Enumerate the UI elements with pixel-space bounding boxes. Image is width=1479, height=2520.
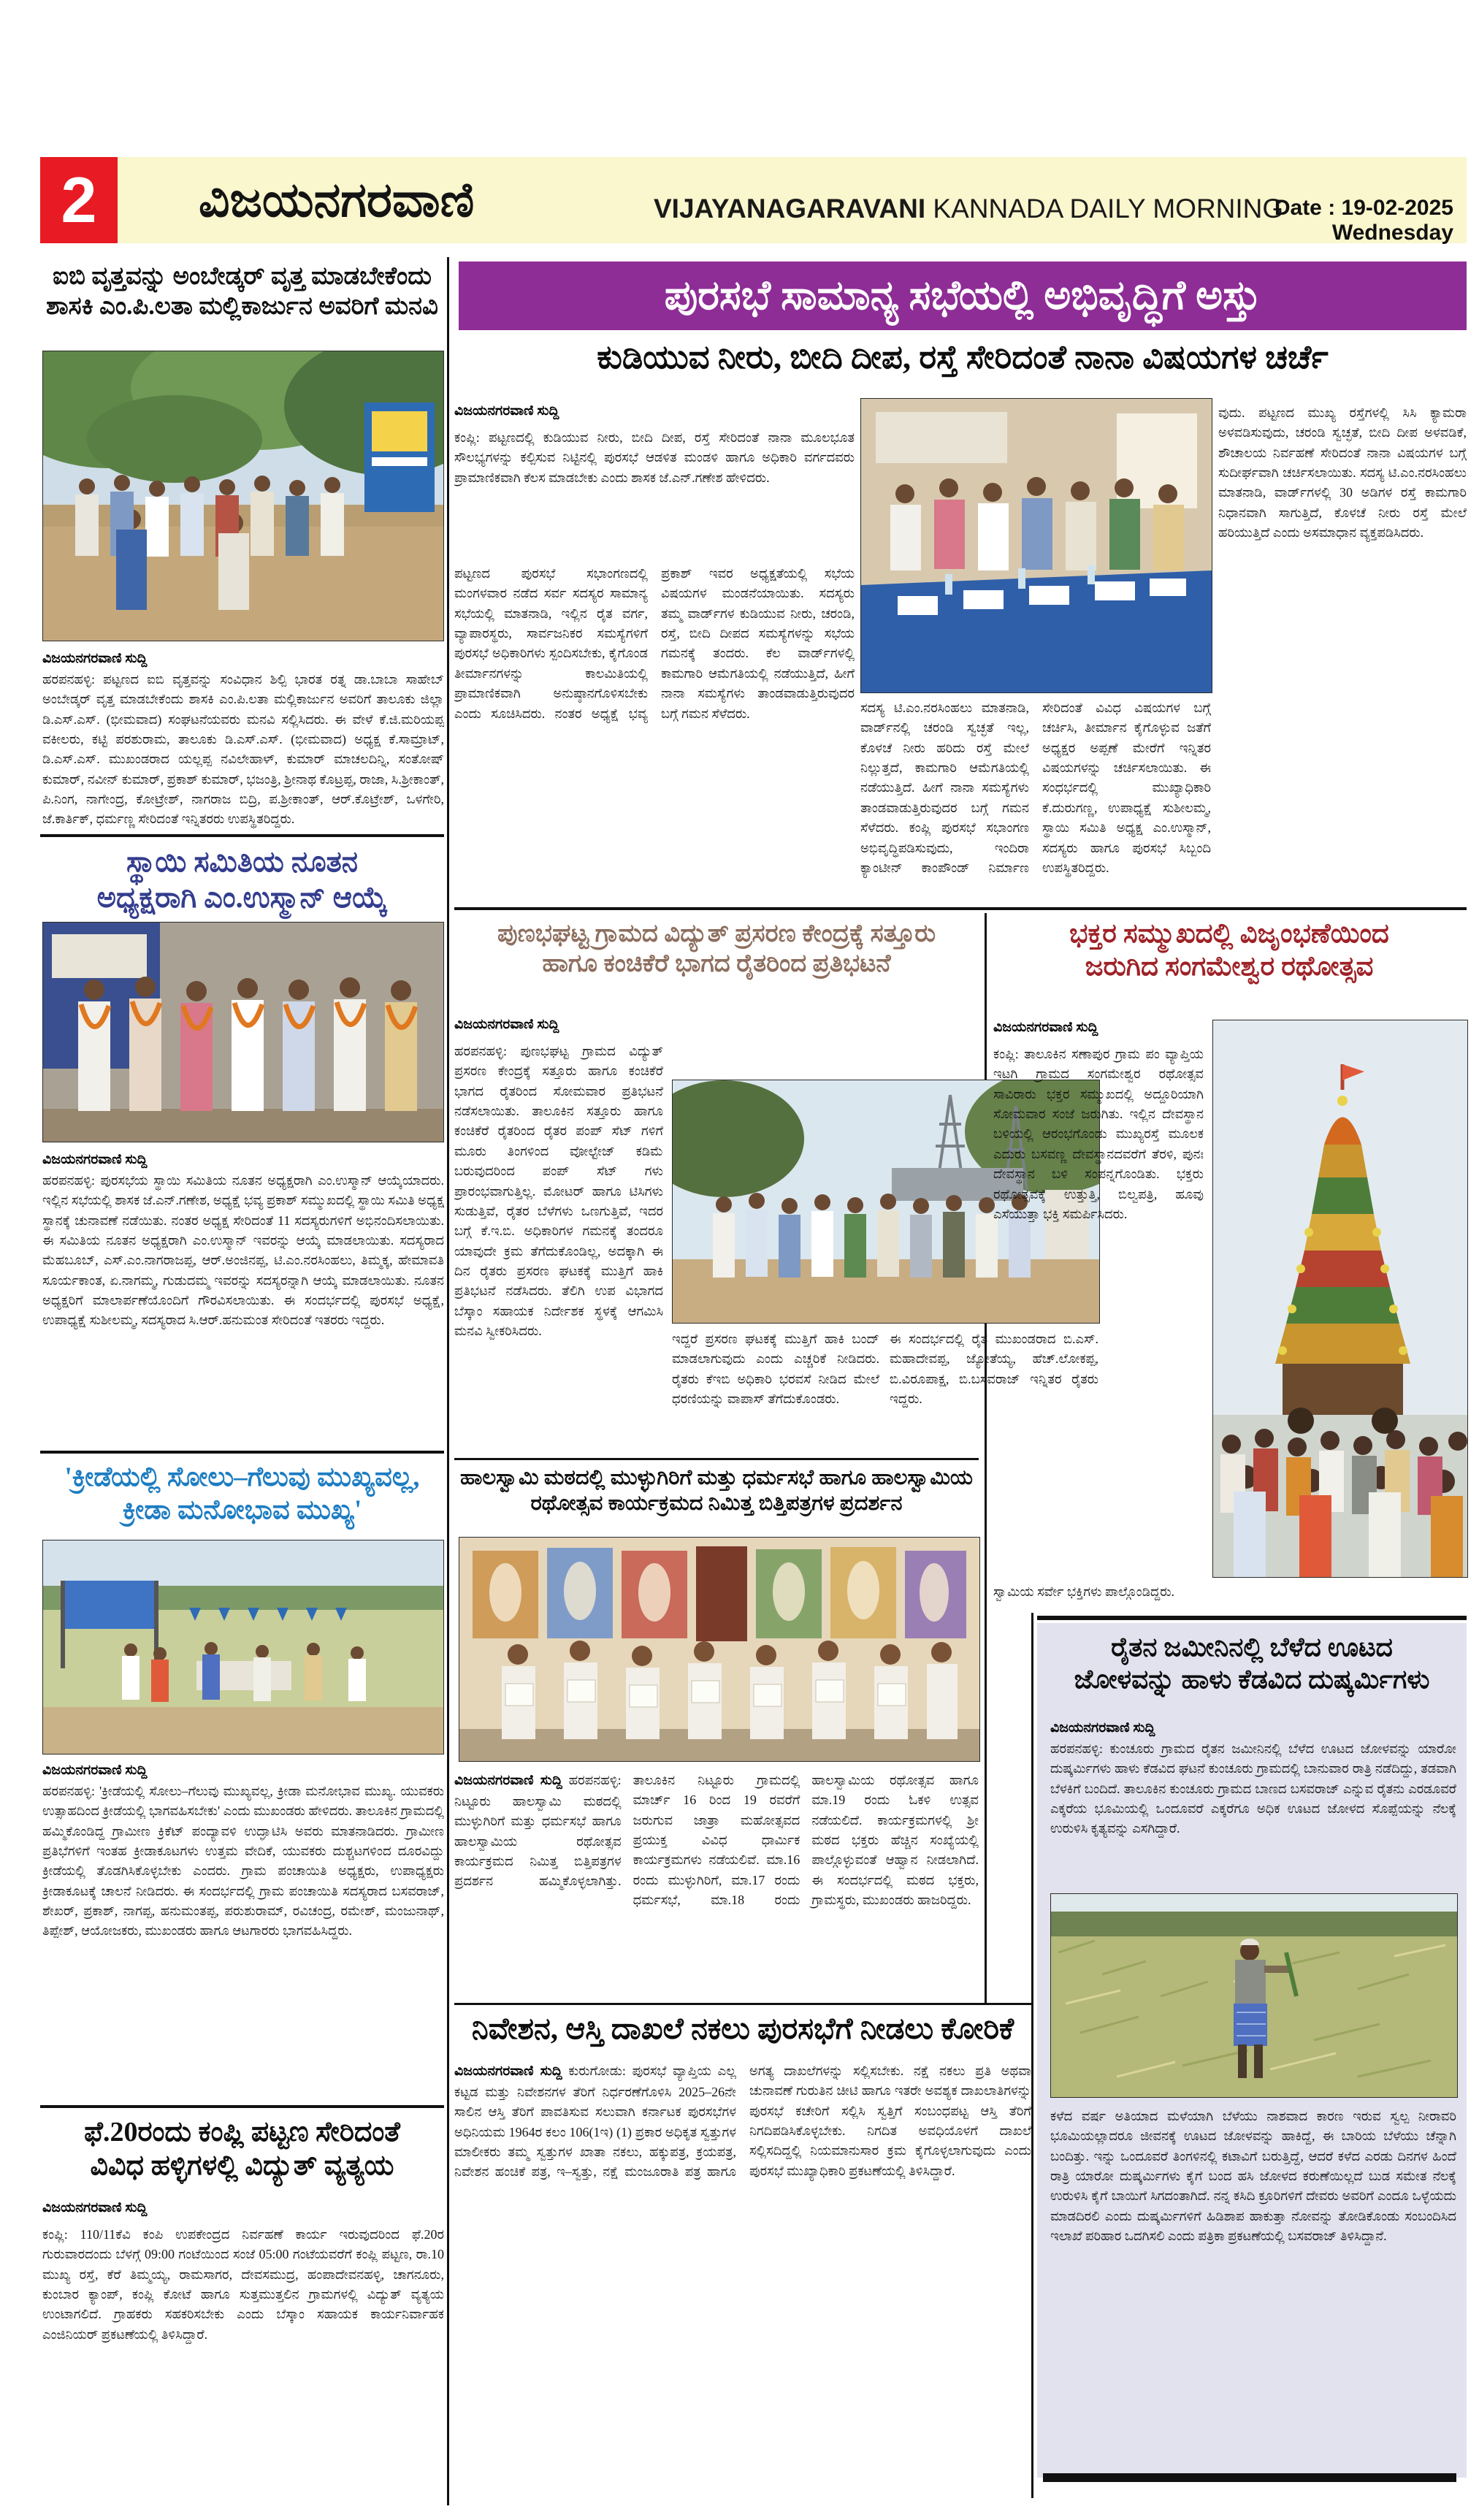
circle-article-headline bbox=[40, 261, 444, 322]
posters-article-body bbox=[454, 1771, 979, 1997]
main-article-columns: ಪಟ್ಟಣದ ಪುರಸಭೆ ಸಭಾಂಗಣದಲ್ಲಿ ಮಂಗಳವಾರ ನಡೆದ ಸರ್ವ ಸದಸ್ಯರ ಸಾಮಾನ್ಯ ಸಭೆಯಲ್ಲಿ ಮಾತನಾಡಿ, ಇಲ್ಲಿನ ರೈತ ವರ್ಗ, ವ್ಯಾಪಾರಸ್ಥರು, ಸಾರ್ವಜನಿಕರ ಸಮಸ್ಯೆಗಳಿಗೆ ಪುರಸಭೆ ಅಧಿಕಾರಿಗಳು ಸ್ಪಂದಿಸಬೇಕು, ಕೈಗೊಂಡ ತೀರ್ಮಾನಗಳನ್ನು ಕಾಲಮಿತಿಯಲ್ಲಿ ಪ್ರಾಮಾಣಿಕವಾಗಿ ಅನುಷ್ಠಾನಗೊಳಿಸಬೇಕು ಎಂದು ಸೂಚಿಸಿದರು. ನಂತರ ಅಧ್ಯಕ್ಷೆ ಭವ್ಯ ಪ್ರಕಾಶ್ ಇವರ ಅಧ್ಯಕ್ಷತೆಯಲ್ಲಿ ಸಭೆಯ ವಿಷಯಗಳ ಮಂಡನೆಯಾಯಿತು. ಸದಸ್ಯರು ತಮ್ಮ ವಾರ್ಡ್‌ಗಳ ಕುಡಿಯುವ ನೀರು, ಚರಂಡಿ, ರಸ್ತೆ, ಬೀದಿ ದೀಪದ ಸಮಸ್ಯೆಗಳನ್ನು ಸಭೆಯ ಗಮನಕ್ಕೆ ತಂದರು. ಕೆಲ ವಾರ್ಡ್‌ಗಳಲ್ಲಿ ಕಾಮಗಾರಿ ಆಮೆಗತಿಯಲ್ಲಿ ನಡೆಯುತ್ತಿದೆ, ಹೀಗೆ ನಾನಾ ಸಮಸ್ಯೆಗಳು ತಾಂಡವಾಡುತ್ತಿರುವುದರ ಬಗ್ಗೆ ಗಮನ ಸೆಳೆದರು. bbox=[454, 566, 855, 721]
divider bbox=[40, 2105, 444, 2108]
divider bbox=[40, 834, 444, 837]
power-cut-body: ಕಂಪ್ಲಿ: 110/11ಕೆವಿ ಕಂಪಿ ಉಪಕೇಂದ್ರದ ನಿರ್ವಹಣೆ ಕಾರ್ಯ ಇರುವುದರಿಂದ ಫೆ.20ರ ಗುರುವಾರದಂದು ಬೆಳಗ್ಗೆ 09:00 ಗಂಟೆಯಿಂದ ಸಂಜೆ 05:00 ಗಂಟೆಯವರೆಗೆ ಕಂಪ್ಲಿ ಪಟ್ಟಣ, ರಾ.10 ಮುಖ್ಯ ರಸ್ತೆ, ಕೆರೆ ತಿಮ್ಮಯ್ಯ, ರಾಮಸಾಗರ, ದೇವಸಮುದ್ರ, ಹಂಪಾದೇವನಹಳ್ಳಿ, ಚಾಗನೂರು, ಕುಂಬಾರ ಕ್ಯಾಂಪ್, ಕಂಪ್ಲಿ ಕೋಟೆ ಹಾಗೂ ಸುತ್ತಮುತ್ತಲಿನ ಗ್ರಾಮಗಳಲ್ಲಿ ವಿದ್ಯುತ್ ವ್ಯತ್ಯಯ ಉಂಟಾಗಲಿದೆ. ಗ್ರಾಹಕರು ಸಹಕರಿಸಬೇಕು ಎಂದು ಬೆಸ್ಕಾಂ ಸಹಾಯಕ ಕಾರ್ಯನಿರ್ವಾಹಕ ಎಂಜಿನಿಯರ್ ಪ್ರಕಟಣೆಯಲ್ಲಿ ತಿಳಿಸಿದ್ದಾರೆ. bbox=[42, 2227, 444, 2342]
sports-article-headline bbox=[40, 1461, 444, 1527]
crop-damage-body-top bbox=[1050, 1718, 1456, 1887]
headline-line: ಜೋಳವನ್ನು ಹಾಳು ಕೆಡವಿದ ದುಷ್ಕರ್ಮಿಗಳು bbox=[1074, 1664, 1430, 1694]
headline-line: ಜರುಗಿದ ಸಂಗಮೇಶ್ವರ ರಥೋತ್ಸವ bbox=[1085, 952, 1374, 982]
divider bbox=[454, 1458, 979, 1460]
protest-column-2: ಇದ್ದರೆ ಪ್ರಸರಣ ಘಟಕಕ್ಕೆ ಮುತ್ತಿಗೆ ಹಾಕಿ ಬಂದ್ ಮಾಡಲಾಗುವುದು ಎಂದು ಎಚ್ಚರಿಕೆ ನೀಡಿದರು. ರೈತರು ಕೆಇಬಿ ಅಧಿಕಾರಿ ಭರವಸೆ ನೀಡಿದ ಮೇಲೆ ಧರಣಿಯನ್ನು ವಾಪಾಸ್ ತೆಗೆದುಕೊಂಡರು. bbox=[672, 1332, 879, 1407]
crop-damage-body-bottom bbox=[1050, 2107, 1456, 2469]
divider bbox=[40, 1451, 444, 1454]
headline-line: ಹಾಲಸ್ವಾಮಿ ಮಠದಲ್ಲಿ ಮುಳ್ಳುಗಿರಿಗೆ ಮತ್ತು ಧರ್ಮಸಭೆ ಹಾಗೂ ಹಾಲಸ್ವಾಮಿಯ bbox=[460, 1466, 973, 1489]
masthead-tagline: KANNADA DAILY MORNING bbox=[925, 194, 1284, 224]
headline-line: ಅಧ್ಯಕ್ಷರಾಗಿ ಎಂ.ಉಸ್ಮಾನ್ ಆಯ್ಕೆ bbox=[96, 880, 388, 914]
headline-line: ಭಕ್ತರ ಸಮ್ಮುಖದಲ್ಲಿ ವಿಜೃಂಭಣೆಯಿಂದ bbox=[1069, 919, 1389, 949]
news-dateline: ವಿಜಯನಗರವಾಣಿ ಸುದ್ದಿ bbox=[454, 1773, 562, 1788]
headline-line: ರೈತನ ಜಮೀನಿನಲ್ಲಿ ಬೆಳೆದ ಊಟದ bbox=[1111, 1633, 1393, 1662]
protest-column-3: ಈ ಸಂದರ್ಭದಲ್ಲಿ ರೈತ ಮುಖಂಡರಾದ ಬಿ.ಎಸ್. ಮಹಾದೇವಪ್ಪ, ಜ್ಯೋತೆಯ್ಯ, ಹೆಚ್.ಲೋಕಪ್ಪ, ಬಿ.ವಿರೂಪಾಕ್ಷ, ಬಿ.ಬಸವರಾಜ್ ಇನ್ನಿತರ ರೈತರು ಇದ್ದರು. bbox=[890, 1332, 1098, 1407]
protest-left-column: ಹರಪನಹಳ್ಳಿ: ಪುಣಭಘಟ್ಟ ಗ್ರಾಮದ ವಿದ್ಯುತ್ ಪ್ರಸರಣ ಕೇಂದ್ರಕ್ಕೆ ಸತ್ತೂರು ಹಾಗೂ ಕಂಚಿಕೆರೆ ಭಾಗದ ರೈತರಿಂದ ಸೋಮವಾರ ಪ್ರತಿಭಟನೆ ನಡೆಸಲಾಯಿತು. ತಾಲೂಕಿನ ಸತ್ತೂರು ಹಾಗೂ ಕಂಚಿಕೆರೆ ರೈತರಿಂದ ರೈತರ ಪಂಪ್ ಸೆಟ್ ಗಳಿಗೆ ಮೂರು ತಿಂಗಳಿಂದ ವೋಲ್ಟೇಜ್ ಕಡಿಮೆ ಬರುವುದರಿಂದ ಪಂಪ್ ಸೆಟ್ ಗಳು ಪ್ರಾರಂಭವಾಗುತ್ತಿಲ್ಲ. ಮೋಟರ್ ಹಾಗೂ ಟಿಸಿಗಳು ಸುಡುತ್ತಿವೆ, ರೈತರ ಬೆಳೆಗಳು ಒಣಗುತ್ತಿವೆ, ಇದರ ಬಗ್ಗೆ ಕೆ.ಇ.ಬಿ. ಅಧಿಕಾರಿಗಳ ಗಮನಕ್ಕೆ ತಂದರೂ ಯಾವುದೇ ಕ್ರಮ ತೆಗೆದುಕೊಂಡಿಲ್ಲ, ಅದಕ್ಕಾಗಿ ಈ ದಿನ ರೈತರು ಪ್ರಸರಣ ಘಟಕಕ್ಕೆ ಮುತ್ತಿಗೆ ಹಾಕಿ ಪ್ರತಿಭಟನೆ ನಡೆಸಿದರು. ತೆಲಿಗಿ ಉಪ ವಿಭಾಗದ ಬೆಸ್ಕಾಂ ಸಹಾಯಕ ನಿರ್ದೇಶಕ ಸ್ಥಳಕ್ಕೆ ಆಗಮಿಸಿ ಮನವಿ ಸ್ವೀಕರಿಸಿದರು. bbox=[454, 1044, 663, 1339]
divider bbox=[454, 2003, 1031, 2005]
chariot-article-headline bbox=[993, 917, 1465, 983]
body-paragraph: ಹರಪನಹಳ್ಳಿ: ನಿಟ್ಟೂರು ಹಾಲಸ್ವಾಮಿ ಮಠದಲ್ಲಿ ಮುಳ್ಳುಗಿರಿಗೆ ಮತ್ತು ಧರ್ಮಸಭೆ ಹಾಗೂ ಹಾಲಸ್ವಾಮಿಯ ರಥೋತ್ಸವ ಕಾರ್ಯಕ್ರಮದ ನಿಮಿತ್ತ ಬಿತ್ತಿಪತ್ರಗಳ ಪ್ರದರ್ಶನ ಹಮ್ಮಿಕೊಳ್ಳಲಾಗಿತ್ತು. ತಾಲೂಕಿನ ನಿಟ್ಟೂರು ಗ್ರಾಮದಲ್ಲಿ ಮಾರ್ಚ್ 16 ರಿಂದ 19 ರವರೆಗೆ ಜರುಗುವ ಜಾತ್ರಾ ಮಹೋತ್ಸವದ ಪ್ರಯುಕ್ತ ವಿವಿಧ ಧಾರ್ಮಿಕ ಕಾರ್ಯಕ್ರಮಗಳು ನಡೆಯಲಿವೆ. ಮಾ.16 ರಂದು ಮುಳ್ಳುಗಿರಿಗೆ, ಮಾ.17 ರಂದು ಧರ್ಮಸಭೆ, ಮಾ.18 ರಂದು ಹಾಲಸ್ವಾಮಿಯ ರಥೋತ್ಸವ ಹಾಗೂ ಮಾ.19 ರಂದು ಓಕಳಿ ಉತ್ಸವ ನಡೆಯಲಿದೆ. ಕಾರ್ಯಕ್ರಮಗಳಲ್ಲಿ ಶ್ರೀ ಮಠದ ಭಕ್ತರು ಹೆಚ್ಚಿನ ಸಂಖ್ಯೆಯಲ್ಲಿ ಪಾಲ್ಗೊಳ್ಳುವಂತೆ ಆಹ್ವಾನ ನೀಡಲಾಗಿದೆ. ಈ ಸಂದರ್ಭದಲ್ಲಿ ಮಠದ ಭಕ್ತರು, ಗ್ರಾಮಸ್ಥರು, ಮುಖಂಡರು ಹಾಜರಿದ್ದರು. bbox=[454, 1773, 979, 1908]
body-paragraph: ಹರಪನಹಳ್ಳಿ: 'ಕ್ರೀಡೆಯಲ್ಲಿ ಸೋಲು–ಗೆಲುವು ಮುಖ್ಯವಲ್ಲ, ಕ್ರೀಡಾ ಮನೋಭಾವ ಮುಖ್ಯ. ಯುವಕರು ಉತ್ಸಾಹದಿಂದ ಕ್ರೀಡೆಯಲ್ಲಿ ಭಾಗವಹಿಸಬೇಕು' ಎಂದು ಮುಖಂಡರು ಹೇಳಿದರು. ತಾಲೂಕಿನ ಗ್ರಾಮದಲ್ಲಿ ಹಮ್ಮಿಕೊಂಡಿದ್ದ ಗ್ರಾಮೀಣ ಕ್ರಿಕೆಟ್ ಪಂದ್ಯಾವಳಿ ಉದ್ಘಾಟಿಸಿ ಅವರು ಮಾತನಾಡಿದರು. ಗ್ರಾಮೀಣ ಪ್ರತಿಭೆಗಳಿಗೆ ಇಂತಹ ಕ್ರೀಡಾಕೂಟಗಳು ಉತ್ತಮ ವೇದಿಕೆ, ಯುವಕರು ದುಶ್ಚಟಗಳಿಂದ ದೂರವಿದ್ದು ಕ್ರೀಡೆಯಲ್ಲಿ ತೊಡಗಿಸಿಕೊಳ್ಳಬೇಕು ಎಂದರು. ಗ್ರಾಮ ಪಂಚಾಯಿತಿ ಅಧ್ಯಕ್ಷರು, ಉಪಾಧ್ಯಕ್ಷರು ಕ್ರೀಡಾಕೂಟಕ್ಕೆ ಚಾಲನೆ ನೀಡಿದರು. ಈ ಸಂದರ್ಭದಲ್ಲಿ ಗ್ರಾಮ ಪಂಚಾಯಿತಿ ಸದಸ್ಯರಾದ ಬಸವರಾಜ್, ಶೇಖರ್, ಪ್ರಕಾಶ್, ನಾಗಪ್ಪ, ಹನುಮಂತಪ್ಪ, ಪರುಶುರಾಮ್, ರವಿಚಂದ್ರ, ರಮೇಶ್, ಮಂಜುನಾಥ್, ತಿಪ್ಪೇಶ್, ಆಯೋಜಕರು, ಮುಖಂಡರು ಹಾಗೂ ಆಟಗಾರರು ಭಾಗವಹಿಸಿದ್ದರು. bbox=[42, 1783, 444, 1939]
power-cut-headline bbox=[40, 2115, 444, 2183]
news-dateline: ವಿಜಯನಗರವಾಣಿ ಸುದ್ದಿ bbox=[993, 1020, 1098, 1035]
main-article-right-column: ವುದು. ಪಟ್ಟಣದ ಮುಖ್ಯ ರಸ್ತೆಗಳಲ್ಲಿ ಸಿಸಿ ಕ್ಯಾಮರಾ ಅಳವಡಿಸುವುದು, ಚರಂಡಿ ಸ್ವಚ್ಛತೆ, ಬೀದಿ ದೀಪ ಅಳವಡಿಕೆ, ಶೌಚಾಲಯ ನಿರ್ವಹಣೆ ಸೇರಿದಂತೆ ನಾನಾ ವಿಷಯಗಳ ಬಗ್ಗೆ ಸುದೀರ್ಘವಾಗಿ ಚರ್ಚಿಸಲಾಯಿತು. ಸದಸ್ಯ ಟಿ.ಎಂ.ನರಸಿಂಹಲು ಮಾತನಾಡಿ, ವಾರ್ಡ್‌ಗಳಲ್ಲಿ 30 ಅಡಿಗಳ ರಸ್ತೆ ಕಾಮಗಾರಿ ನಿಧಾನವಾಗಿ ಸಾಗುತ್ತಿದೆ, ಕೊಳಚೆ ನೀರು ರಸ್ತೆ ಮೇಲೆ ಹರಿಯುತ್ತಿದೆ ಎಂದು ಅಸಮಾಧಾನ ವ್ಯಕ್ತಪಡಿಸಿದರು. bbox=[1218, 405, 1467, 541]
news-dateline: ವಿಜಯನಗರವಾಣಿ ಸುದ್ದಿ bbox=[42, 2200, 148, 2215]
garlanded-group-photo bbox=[42, 922, 444, 1142]
body-paragraph: ಹರಪನಹಳ್ಳಿ: ಪಟ್ಟಣದ ಐಬಿ ವೃತ್ತವನ್ನು ಸಂವಿಧಾನ ಶಿಲ್ಪಿ ಭಾರತ ರತ್ನ ಡಾ.ಬಾಬಾ ಸಾಹೇಬ್ ಅಂಬೇಡ್ಕರ್ ವೃತ್ತ ಮಾಡಬೇಕೆಂದು ಶಾಸಕಿ ಎಂ.ಪಿ.ಲತಾ ಮಲ್ಲಿಕಾರ್ಜುನ ಅವರಿಗೆ ತಾಲೂಕು ಜಿಲ್ಲಾ ಡಿ.ಎಸ್.ಎಸ್. (ಭೀಮವಾದ) ಸಂಘಟನೆಯವರು ಮನವಿ ಸಲ್ಲಿಸಿದರು. bbox=[42, 671, 444, 727]
headline-line: ಫೆ.20ರಂದು ಕಂಪ್ಲಿ ಪಟ್ಟಣ ಸೇರಿದಂತೆ bbox=[84, 2117, 400, 2147]
news-dateline: ವಿಜಯನಗರವಾಣಿ ಸುದ್ದಿ bbox=[42, 1763, 148, 1778]
sports-article-body bbox=[42, 1760, 444, 2098]
posters-display-photo bbox=[459, 1537, 980, 1762]
sports-ground-photo bbox=[42, 1540, 444, 1755]
main-headline: ಪುರಸಭೆ ಸಾಮಾನ್ಯ ಸಭೆಯಲ್ಲಿ ಅಭಿವೃದ್ಧಿಗೆ ಅಸ್ತು bbox=[664, 272, 1261, 318]
news-dateline: ವಿಜಯನಗರವಾಣಿ ಸುದ್ದಿ bbox=[42, 1152, 148, 1167]
headline-line: ವಿವಿಧ ಹಳ್ಳಿಗಳಲ್ಲಿ ವಿದ್ಯುತ್ ವ್ಯತ್ಯಯ bbox=[90, 2150, 394, 2182]
standing-committee-headline bbox=[40, 844, 444, 916]
divider bbox=[454, 907, 1467, 910]
protest-article-headline bbox=[454, 919, 979, 980]
divider bbox=[1037, 1616, 1467, 1620]
page-number-box bbox=[40, 157, 118, 243]
body-paragraph: ನಕ್ಷೆ ನಕಲು ಪ್ರತಿ ಅಥವಾ ಚುನಾವಣೆ ಗುರುತಿನ ಚೀಟಿ ಹಾಗೂ ಇತರೇ ಅವಶ್ಯಕ ದಾಖಲಾತಿಗಳನ್ನು ಪುರಸಭೆ ಕಚೇರಿಗೆ ಸಲ್ಲಿಸಿ ಸ್ವತ್ತಿಗೆ ಸಂಬಂಧಪಟ್ಟ ಆಸ್ತಿ ತೆರಿಗೆ ನಿಗದಿಪಡಿಸಿಕೊಳ್ಳಬೇಕು. ನಿಗದಿತ ಅವಧಿಯೊಳಗೆ ದಾಖಲೆ ಸಲ್ಲಿಸದಿದ್ದಲ್ಲಿ ನಿಯಮಾನುಸಾರ ಕ್ರಮ ಕೈಗೊಳ್ಳಲಾಗುವುದು ಎಂದು ಪುರಸಭೆ ಮುಖ್ಯಾಧಿಕಾರಿ ಪ್ರಕಟಣೆಯಲ್ಲಿ ತಿಳಿಸಿದ್ದಾರೆ. bbox=[749, 2063, 1031, 2178]
main-article-lead: ಕಂಪ್ಲಿ: ಪಟ್ಟಣದಲ್ಲಿ ಕುಡಿಯುವ ನೀರು, ಬೀದಿ ದೀಪ, ರಸ್ತೆ ಸೇರಿದಂತೆ ನಾನಾ ಮೂಲಭೂತ ಸೌಲಭ್ಯಗಳನ್ನು ಕಲ್ಪಿಸುವ ನಿಟ್ಟಿನಲ್ಲಿ ಪುರಸಭೆ ಆಡಳಿತ ಮಂಡಳಿ ಹಾಗೂ ಅಧಿಕಾರಿ ವರ್ಗದವರು ಪ್ರಾಮಾಣಿಕವಾಗಿ ಕೆಲಸ ಮಾಡಬೇಕು ಎಂದು ಶಾಸಕ ಜೆ.ಎನ್.ಗಣೇಶ ಹೇಳಿದರು. bbox=[454, 430, 855, 485]
chariot-left-column: ಕಂಪ್ಲಿ: ತಾಲೂಕಿನ ಸಣಾಪುರ ಗ್ರಾಮ ಪಂ ವ್ಯಾಪ್ತಿಯ ಇಟಗಿ ಗ್ರಾಮದ ಸಂಗಮೇಶ್ವರ ರಥೋತ್ಸವ ಸಾವಿರಾರು ಭಕ್ತರ ಸಮ್ಮುಖದಲ್ಲಿ ಅದ್ದೂರಿಯಾಗಿ ಸೋಮವಾರ ಸಂಜೆ ಜರುಗಿತು. ಇಲ್ಲಿನ ದೇವಸ್ಥಾನ ಬಳಿಯಲ್ಲಿ ಆರಂಭಗೊಂಡು ಮುಖ್ಯರಸ್ತೆ ಮೂಲಕ ಎದುರು ಬಸವಣ್ಣ ದೇವಸ್ಥಾನದವರೆಗೆ ತೆರಳಿ, ಪುನಃ ದೇವಸ್ಥಾನ ಬಳಿ ಸಂಪನ್ನಗೊಂಡಿತು. ಭಕ್ತರು ರಥೋತ್ಸವಕ್ಕೆ ಉತ್ತುತ್ತಿ, ಬಿಲ್ವಪತ್ರಿ, ಹೂವು ಎಸೆಯುತ್ತಾ ಭಕ್ತಿ ಸಮರ್ಪಿಸಿದರು. bbox=[993, 1047, 1204, 1221]
body-paragraph: ತಾಲೂಕಿನ ಕುಂಚೂರು ಗ್ರಾಮದ ಬಾಣದ ಬಸವರಾಜ್ ಎನ್ನುವ ರೈತನು ಎರಡೂವರೆ ಎಕ್ಕರೆಯ ಭೂಮಿಯಲ್ಲಿ ಒಂದೂವರೆ ಎಕ್ಕರೆಗೂ ಅಧಿಕ ಊಟದ ಜೋಳದ ಸೊಪ್ಪೆಯನ್ನು ನೆಲಕ್ಕೆ ಉರುಳಿಸಿ ಕೃತ್ಯವನ್ನು ಎಸಗಿದ್ದಾರೆ. bbox=[1050, 1781, 1456, 1836]
news-dateline: ವಿಜಯನಗರವಾಣಿ ಸುದ್ದಿ bbox=[1050, 1720, 1155, 1736]
body-paragraph: ಹರಪನಹಳ್ಳಿ: ಪುರಸಭೆಯ ಸ್ಥಾಯಿ ಸಮಿತಿಯ ನೂತನ ಅಧ್ಯಕ್ಷರಾಗಿ ಎಂ.ಉಸ್ಮಾನ್ ಆಯ್ಕೆಯಾದರು. ಇಲ್ಲಿನ ಸಭೆಯಲ್ಲಿ ಶಾಸಕ ಜೆ.ಎನ್.ಗಣೇಶ, ಅಧ್ಯಕ್ಷೆ ಭವ್ಯ ಪ್ರಕಾಶ್ ಸಮ್ಮುಖದಲ್ಲಿ ಸ್ಥಾಯಿ ಸಮಿತಿ ಅಧ್ಯಕ್ಷ ಸ್ಥಾನಕ್ಕೆ ಚುನಾವಣೆ ನಡೆಯಿತು. ನಂತರ ಅಧ್ಯಕ್ಷ ಸೇರಿದಂತೆ 11 ಸದಸ್ಯರುಗಳಿಗೆ ಅಭಿನಂದಿಸಲಾಯಿತು. ಈ ಸಮಿತಿಯ ನೂತನ ಅಧ್ಯಕ್ಷರಾಗಿ ಎಂ.ಉಸ್ಮಾನ್ ಇವರನ್ನು ಆಯ್ಕೆ ಮಾಡಲಾಯಿತು. ಸದಸ್ಯರಾದ ಮೆಹಬೂಬ್, ಎಸ್.ಎಂ.ನಾಗರಾಜಪ್ಪ, ಆರ್.ಅಂಜಿನಪ್ಪ, ಟಿ.ಎಂ.ನರಸಿಂಹಲು, ತಿಮ್ಮಕ್ಕ, ಹೇಮಾವತಿ ಸೂರ್ಯಕಾಂತ, ಏ.ನಾಗಮ್ಮ, ಗುಡುದಮ್ಮ ಇವರನ್ನು ಸದಸ್ಯರನ್ನಾಗಿ ಆಯ್ಕೆ ಮಾಡಲಾಯಿತು. ನೂತನ ಅಧ್ಯಕ್ಷರಿಗೆ ಮಾಲಾರ್ಪಣೆಯೊಂದಿಗೆ ಗೌರವಿಸಲಾಯಿತು. ಈ ಸಂದರ್ಭದಲ್ಲಿ ಪುರಸಭೆ ಅಧ್ಯಕ್ಷೆ, ಉಪಾಧ್ಯಕ್ಷೆ ಸುಶೀಲಮ್ಮ, ಸದಸ್ಯರಾದ ಸಿ.ಆರ್.ಹನುಮಂತ ಸೇರಿದಂತೆ ಇತರರು ಇದ್ದರು. bbox=[42, 1172, 444, 1328]
divider bbox=[447, 257, 449, 2505]
news-dateline: ವಿಜಯನಗರವಾಣಿ ಸುದ್ದಿ bbox=[454, 403, 559, 419]
posters-article-headline bbox=[454, 1465, 979, 1517]
body-paragraph: ಈ ವೇಳೆ ಕೆ.ಜಿ.ಮರಿಯಪ್ಪ ವಕೀಲರು, ಕಟ್ಟಿ ಪರಶುರಾಮ, ತಾಲೂಕು ಡಿ.ಎಸ್.ಎಸ್. (ಭೀಮವಾದ) ಅಧ್ಯಕ್ಷ ಕೆ.ಸಾಮ್ರಾಟ್, ಡಿ.ಎಸ್.ಎಸ್. ಮುಖಂಡರಾದ ಯಲ್ಲಪ್ಪ ನವಿಲೇಹಾಳ್, ಕುಮಾರ್ ಮಾಚಲದಿನ್ನಿ, ಸಂತೋಷ್ ಕುಮಾರ್, ನವೀನ್ ಕುಮಾರ್, ಪ್ರಕಾಶ್ ಕುಮಾರ್, ಭಜಂತ್ರಿ, ಶ್ರೀನಾಥ ಕೊಟ್ರಪ್ಪ, ರಾಜಾ, ಸಿ.ಶ್ರೀಕಾಂತ್, ಪಿ.ನಿಂಗ, ನಾಗೇಂದ್ರ, ಕೋಟ್ರೇಶ್, ನಾಗರಾಜ ಬಿದ್ರಿ, ಪ.ಶ್ರೀಕಾಂತ್, ಆರ್.ಕೊಟ್ರೇಶ್, ಒಳಗೇರಿ, ಜೆ.ಕಾರ್ತಿಕ್, ಧರ್ಮಣ್ಣ ಸೇರಿದಂತೆ ಇನ್ನಿತರರು ಉಪಸ್ಥಿತರಿದ್ದರು. bbox=[42, 711, 444, 827]
headline-line: ಹಾಗೂ ಕಂಚಿಕೆರೆ ಭಾಗದ ರೈತರಿಂದ ಪ್ರತಿಭಟನೆ bbox=[542, 950, 891, 978]
headline-line: ಕ್ರೀಡಾ ಮನೋಭಾವ ಮುಖ್ಯ' bbox=[122, 1495, 362, 1526]
council-meeting-photo bbox=[860, 398, 1212, 693]
headline-line: ಐಬಿ ವೃತ್ತವನ್ನು ಅಂಬೇಡ್ಕರ್ ವೃತ್ತ ಮಾಡಬೇಕೆಂದು bbox=[52, 263, 432, 290]
crop-damage-headline bbox=[1043, 1632, 1461, 1696]
body-paragraph: ಕುರುಗೋಡು: ಪುರಸಭೆ ವ್ಯಾಪ್ತಿಯ ಎಲ್ಲ ಕಟ್ಟಡ ಮತ್ತು ನಿವೇಶನಗಳ ತೆರಿಗೆ ನಿರ್ಧರಣೆಗೊಳಿಸಿ 2025–26ನೇ ಸಾಲಿನ ಆಸ್ತಿ ತೆರಿಗೆ ಪಾವತಿಸುವ ಸಲುವಾಗಿ ಕರ್ನಾಟಕ ಪುರಸಭೆಗಳ ಅಧಿನಿಯಮ 1964ರ ಕಲಂ 106(1ಇ) (1) ಪ್ರಕಾರ ಅಧಿಕೃತ ಸ್ವತ್ತುಗಳ ಮಾಲೀಕರು ತಮ್ಮ ಸ್ವತ್ತುಗಳ ಖಾತಾ ನಕಲು, ಹಕ್ಕುಪತ್ರ, ಕ್ರಯಪತ್ರ, ನಿವೇಶನ ಹಂಚಿಕೆ ಪತ್ರ, ಇ–ಸ್ವತ್ತು, ನಕ್ಷೆ ಮಂಜೂರಾತಿ ಪತ್ರ ಹಾಗೂ ಅಗತ್ಯ ದಾಖಲೆಗಳನ್ನು ಸಲ್ಲಿಸಬೇಕು. bbox=[454, 2063, 914, 2180]
news-dateline: ವಿಜಯನಗರವಾಣಿ ಸುದ್ದಿ bbox=[454, 1017, 559, 1032]
headline-line: 'ಕ್ರೀಡೆಯಲ್ಲಿ ಸೋಲು–ಗೆಲುವು ಮುಖ್ಯವಲ್ಲ, bbox=[64, 1462, 420, 1492]
page-number: 2 bbox=[61, 164, 97, 236]
headline-line: ಶಾಸಕಿ ಎಂ.ಪಿ.ಲತಾ ಮಲ್ಲಿಕಾರ್ಜುನ ಅವರಿಗೆ ಮನವಿ bbox=[46, 293, 438, 321]
chariot-festival-photo bbox=[1212, 1020, 1468, 1578]
main-headline-band bbox=[459, 261, 1467, 330]
main-article-bottom-columns: ಸದಸ್ಯ ಟಿ.ಎಂ.ನರಸಿಂಹಲು ಮಾತನಾಡಿ, ವಾರ್ಡ್‌ನಲ್ಲಿ ಚರಂಡಿ ಸ್ವಚ್ಛತೆ ಇಲ್ಲ, ಕೊಳಚೆ ನೀರು ಹರಿದು ರಸ್ತೆ ಮೇಲೆ ನಿಲ್ಲುತ್ತದೆ, ಕಾಮಗಾರಿ ಆಮೆಗತಿಯಲ್ಲಿ ನಡೆಯುತ್ತಿದೆ. ಹೀಗೆ ನಾನಾ ಸಮಸ್ಯೆಗಳು ತಾಂಡವಾಡುತ್ತಿರುವುದರ ಬಗ್ಗೆ ಗಮನ ಸೆಳೆದರು. ಕಂಪ್ಲಿ ಪುರಸಭೆ ಸಭಾಂಗಣ ಅಭಿವೃದ್ಧಿಪಡಿಸುವುದು, ಇಂದಿರಾ ಕ್ಯಾಂಟೀನ್ ಕಾಂಪೌಂಡ್ ನಿರ್ಮಾಣ ಸೇರಿದಂತೆ ವಿವಿಧ ವಿಷಯಗಳ ಬಗ್ಗೆ ಚರ್ಚಿಸಿ, ತೀರ್ಮಾನ ಕೈಗೊಳ್ಳುವ ಜತೆಗೆ ಅಧ್ಯಕ್ಷರ ಅಪ್ಪಣೆ ಮೇರೆಗೆ ಇನ್ನಿತರ ವಿಷಯಗಳನ್ನು ಚರ್ಚಿಸಲಾಯಿತು. ಈ ಸಂಧರ್ಭದಲ್ಲಿ ಮುಖ್ಯಾಧಿಕಾರಿ ಕೆ.ದುರುಗಣ್ಣ, ಉಪಾಧ್ಯಕ್ಷೆ ಸುಶೀಲಮ್ಮ, ಸ್ಥಾಯಿ ಸಮಿತಿ ಅಧ್ಯಕ್ಷ ಎಂ.ಉಸ್ಮಾನ್, ಸದಸ್ಯರು ಹಾಗೂ ಪುರಸಭೆ ಸಿಬ್ಬಂದಿ ಉಪಸ್ಥಿತರಿದ್ದರು. bbox=[860, 700, 1211, 875]
body-paragraph: ನನ್ನ ಕಸಿದಿ ಕ್ರೂರಿಗಳಿಗೆ ದೇವರು ಅವರಿಗೆ ಎಂದೂ ಒಳ್ಳೆಯದು ಮಾಡದಿರಲಿ ಎಂದು ದುಷ್ಕರ್ಮಿಗಳಿಗೆ ಹಿಡಿಶಾಪ ಹಾಕುತ್ತಾ ನೋವನ್ನು ತೋಡಿಕೊಂಡು ಸಂಬಂದಿಸಿದ ಇಲಾಖೆ ಪರಿಹಾರ ಒದಗಿಸಲಿ ಎಂದು ಪತ್ರಿಕಾ ಪ್ರಕಟಣೆಯಲ್ಲಿ ಬಸವರಾಜ್ ತಿಳಿಸಿದ್ದಾನೆ. bbox=[1050, 2188, 1456, 2244]
masthead-english: VIJAYANAGARAVANI bbox=[654, 194, 926, 224]
news-dateline: ವಿಜಯನಗರವಾಣಿ ಸುದ್ದಿ bbox=[454, 2063, 562, 2079]
circle-article-body bbox=[42, 649, 444, 830]
headline-line: ಪುಣಭಘಟ್ಟ ಗ್ರಾಮದ ವಿದ್ಯುತ್ ಪ್ರಸರಣ ಕೇಂದ್ರಕ್ಕೆ ಸತ್ತೂರು bbox=[497, 920, 936, 947]
masthead-kannada: ವಿಜಯನಗರವಾಣಿ bbox=[199, 174, 475, 227]
crowd-under-trees-photo bbox=[42, 351, 444, 641]
news-dateline: ವಿಜಯನಗರವಾಣಿ ಸುದ್ದಿ bbox=[42, 651, 148, 666]
panel-bottom-bar bbox=[1043, 2473, 1456, 2482]
standing-committee-body bbox=[42, 1150, 444, 1443]
tax-notice-body bbox=[454, 2061, 1031, 2498]
date-line: Date : 19-02-2025 Wednesday bbox=[1274, 196, 1453, 245]
chariot-bottom-line: ಸ್ವಾಮಿಯ ಸರ್ವೇ ಭಕ್ತಿಗಳು ಪಾಲ್ಗೊಂಡಿದ್ದರು. bbox=[993, 1584, 1175, 1599]
body-paragraph: ಕಳೆದ ವರ್ಷ ಅತಿಯಾದ ಮಳೆಯಾಗಿ ಬೆಳೆಯು ನಾಶವಾದ ಕಾರಣ ಇರುವ ಸ್ವಲ್ಪ ನೀರಾವರಿ ಭೂಮಿಯಲ್ಲಾದರೂ ಜೀವನಕ್ಕೆ ಊಟದ ಜೋಳವನ್ನು ಹಾಕಿದ್ದೆ, ಈ ಬಾರಿಯ ಬೆಳೆಯು ಚೆನ್ನಾಗಿ ಬಂದಿತ್ತು. ಇನ್ನು ಒಂದೂವರೆ ತಿಂಗಳಿನಲ್ಲಿ ಕಟಾವಿಗೆ ಬರುತ್ತಿದ್ದೆ, ಆದರೆ ಕಳೆದ ಎರಡು ದಿನಗಳ ಹಿಂದೆ ರಾತ್ರಿ ಯಾರೋ ದುಷ್ಕರ್ಮಿಗಳು ಕೈಗೆ ಬಂದ ಹಸಿ ಜೋಳದ ಕರುಣೆಯಿಲ್ಲದೆ ಬುಡ ಸಮೇತ ನೆಲಕ್ಕೆ ಉರುಳಿಸಿ ಕೈಗೆ ಬಾಯಿಗೆ ಸಿಗದಂತಾಗಿದೆ. bbox=[1050, 2109, 1456, 2204]
body-paragraph: ಹರಪನಹಳ್ಳಿ: ಕುಂಚೂರು ಗ್ರಾಮದ ರೈತನ ಜಮೀನಿನಲ್ಲಿ ಬೆಳೆದ ಊಟದ ಜೋಳವನ್ನು ಯಾರೋ ದುಷ್ಕರ್ಮಿಗಳು ಹಾಳು ಕೆಡವಿದ ಘಟನೆ ಕುಂಚೂರು ಗ್ರಾಮದಲ್ಲಿ ಬಾನುವಾರ ರಾತ್ರಿ ನಡೆದಿದ್ದು, ತಡವಾಗಿ ಬೆಳಕಿಗೆ ಬಂದಿದೆ. bbox=[1050, 1741, 1456, 1796]
damaged-crop-farmer-photo bbox=[1050, 1893, 1458, 2098]
tax-notice-headline: ನಿವೇಶನ, ಆಸ್ತಿ ದಾಖಲೆ ನಕಲು ಪುರಸಭೆಗೆ ನೀಡಲು ಕೋರಿಕೆ bbox=[471, 2012, 1014, 2045]
divider bbox=[1031, 1613, 1033, 2498]
headline-line: ಸ್ಥಾಯಿ ಸಮಿತಿಯ ನೂತನ bbox=[126, 845, 359, 878]
main-sub-headline: ಕುಡಿಯುವ ನೀರು, ಬೀದಿ ದೀಪ, ರಸ್ತೆ ಸೇರಿದಂತೆ ನಾನಾ ವಿಷಯಗಳ ಚರ್ಚೆ bbox=[597, 339, 1329, 375]
headline-line: ರಥೋತ್ಸವ ಕಾರ್ಯಕ್ರಮದ ನಿಮಿತ್ತ ಬಿತ್ತಿಪತ್ರಗಳ ಪ್ರದರ್ಶನ bbox=[530, 1492, 903, 1516]
